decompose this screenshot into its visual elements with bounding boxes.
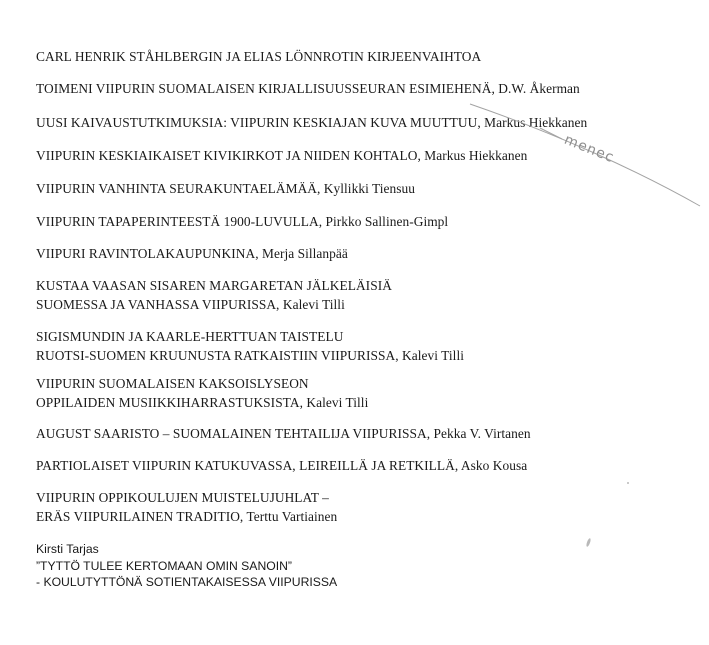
toc-entry-12	[36, 456, 527, 475]
toc-entry-11	[36, 424, 531, 443]
toc-entry-line: RUOTSI-SUOMEN KRUUNUSTA RATKAISTIIN VIIPURISSA, Kalevi Tilli	[36, 348, 464, 363]
toc-entry-line: PARTIOLAISET VIIPURIN KATUKUVASSA, LEIREILLÄ JA RETKILLÄ, Asko Kousa	[36, 458, 528, 473]
toc-entry-last	[36, 541, 337, 591]
toc-entry-line: VIIPURI RAVINTOLAKAUPUNKINA, Merja Sillanpää	[36, 246, 348, 261]
toc-entry-line: CARL HENRIK STÅHLBERGIN JA ELIAS LÖNNROTIN KIRJEENVAIHTOA	[36, 49, 482, 64]
toc-entry-line: VIIPURIN KESKIAIKAISET KIVIKIRKOT JA NIIDEN KOHTALO, Markus Hiekkanen	[36, 148, 528, 163]
toc-entry-line: VIIPURIN VANHINTA SEURAKUNTAELÄMÄÄ, Kyllikki Tiensuu	[36, 181, 416, 196]
toc-entry-5	[36, 179, 415, 198]
toc-entry-4	[36, 146, 527, 165]
toc-entry-line: ERÄS VIIPURILAINEN TRADITIO, Terttu Vartiainen	[36, 509, 338, 524]
toc-entry-line: OPPILAIDEN MUSIIKKIHARRASTUKSISTA, Kalevi Tilli	[36, 395, 369, 410]
toc-entry-line: VIIPURIN TAPAPERINTEESTÄ 1900-LUVULLA, Pirkko Sallinen-Gimpl	[36, 214, 449, 229]
toc-entry-line: VIIPURIN OPPIKOULUJEN MUISTELUJUHLAT –	[36, 490, 329, 505]
paper-speck	[627, 482, 629, 484]
toc-entry-line: VIIPURIN SUOMALAISEN KAKSOISLYSEON	[36, 376, 309, 391]
toc-entry-title-line: - KOULUTYTTÖNÄ SOTIENTAKAISESSA VIIPURISSA	[36, 575, 338, 589]
toc-entry-line: SIGISMUNDIN JA KAARLE-HERTTUAN TAISTELU	[36, 329, 344, 344]
handwritten-note: menec	[561, 131, 617, 167]
toc-entry-2	[36, 79, 580, 98]
toc-entry-1	[36, 47, 481, 66]
toc-entry-8	[36, 276, 392, 314]
toc-entry-line: KUSTAA VAASAN SISAREN MARGARETAN JÄLKELÄISIÄ	[36, 278, 392, 293]
toc-entry-7	[36, 244, 348, 263]
toc-entry-3	[36, 113, 587, 132]
toc-entry-title-line: ”TYTTÖ TULEE KERTOMAAN OMIN SANOIN”	[36, 558, 292, 573]
toc-entry-line: UUSI KAIVAUSTUTKIMUKSIA: VIIPURIN KESKIAJAN KUVA MUUTTUU, Markus Hiekkanen	[36, 115, 588, 130]
toc-entry-6	[36, 212, 448, 231]
toc-entry-9	[36, 327, 464, 365]
toc-entry-author: Kirsti Tarjas	[36, 542, 99, 556]
toc-entry-line: TOIMENI VIIPURIN SUOMALAISEN KIRJALLISUUSSEURAN ESIMIEHENÄ, D.W. Åkerman	[36, 81, 580, 96]
paper-speck	[586, 538, 592, 547]
toc-entry-line: SUOMESSA JA VANHASSA VIIPURISSA, Kalevi Tilli	[36, 297, 345, 312]
toc-entry-13	[36, 488, 337, 526]
toc-entry-10	[36, 374, 368, 412]
toc-entry-line: AUGUST SAARISTO – SUOMALAINEN TEHTAILIJA VIIPURISSA, Pekka V. Virtanen	[36, 426, 531, 441]
